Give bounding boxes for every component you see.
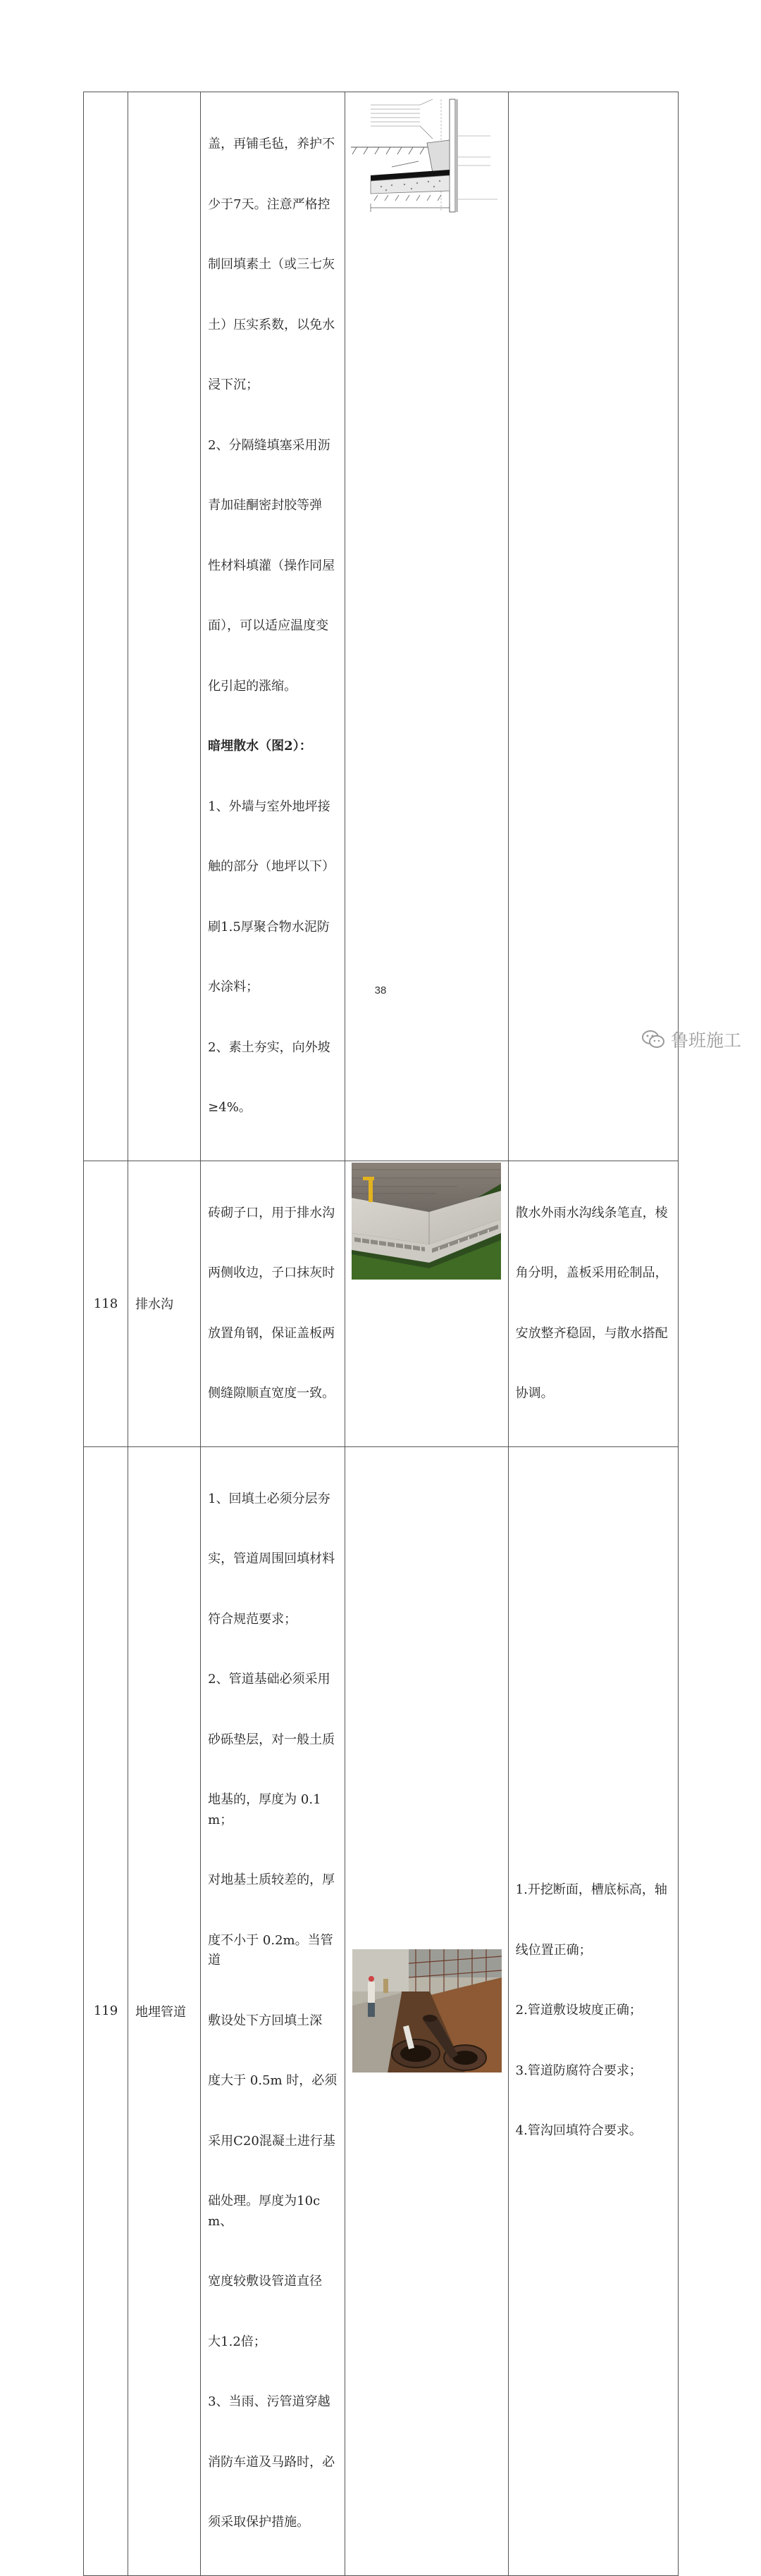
desc-line: ≥4%。 [208,1100,252,1115]
desc-line: 砂砾垫层，对一般土质 [208,1732,335,1747]
requirement-line: 协调。 [515,1386,554,1401]
requirement-cell [508,1446,678,2575]
desc-line: 2、素土夯实，向外坡 [208,1039,330,1055]
desc-line: 侧缝隙顺直宽度一致。 [208,1386,335,1401]
drainage-ditch-photo [352,1163,501,1280]
desc-line: 1、回填土必须分层夯 [208,1491,330,1506]
requirement-line: 安放整齐稳固，与散水搭配 [515,1325,668,1341]
desc-line: 放置角钢，保证盖板两 [208,1325,335,1341]
desc-line: 1、外墙与室外地坪接 [208,799,330,814]
construction-spec-table [83,92,679,2576]
requirement-line: 散水外雨水沟线条笔直，棱 [515,1205,668,1220]
desc-line: 采用C20混凝土进行基 [208,2133,335,2149]
item-name-cell: 地埋管道 [128,1446,201,2575]
watermark-text: 鲁班施工 [670,1030,741,1051]
row-number-cell: 119 [84,1446,128,2575]
requirement-line: 3.管道防腐符合要求； [515,2063,642,2078]
desc-line: 地基的，厚度为 0.1m； [208,1792,321,1827]
desc-line: 消防车道及马路时，必 [208,2454,335,2470]
desc-line: 盖，再铺毛毡，养护不 [208,137,335,151]
row-number-cell: 118 [84,1161,128,1446]
item-name-cell: 排水沟 [128,1161,201,1446]
table-row [84,1446,679,2575]
requirement-line: 2.管道敷设坡度正确； [515,2003,642,2018]
image-cell [345,92,508,1161]
desc-line: 对地基土质较差的，厚 [208,1872,335,1887]
row-number-cell [84,92,128,1161]
desc-line: 制回填素土（或三七灰 [208,257,335,272]
desc-line: 砖砌子口，用于排水沟 [208,1205,335,1220]
desc-line: 度不小于 0.2m。当管道 [208,1932,333,1968]
desc-line: 2、分隔缝填塞采用沥 [208,437,330,453]
desc-line: 青加硅酮密封胶等弹 [208,498,323,513]
buried-pipeline-trench-photo [352,1949,502,2072]
requirement-line: 角分明，盖板采用砼制品， [515,1265,668,1280]
desc-line: 符合规范要求； [208,1611,297,1627]
watermark [641,1027,741,1052]
desc-line: 3、当雨、污管道穿越 [208,2394,330,2409]
desc-line: 大1.2倍； [208,2334,266,2349]
table-row [84,1161,679,1446]
desc-line: 度大于 0.5m 时，必须 [208,2073,338,2088]
desc-line: 刷1.5厚聚合物水泥防 [208,919,330,934]
image-cell [345,1446,508,2575]
desc-line: 两侧收边，子口抹灰时 [208,1265,335,1280]
desc-line: 触的部分（地坪以下） [208,859,335,874]
desc-line: 化引起的涨缩。 [208,678,297,694]
page-number: 38 [374,984,387,996]
requirement-line: 线位置正确； [515,1942,592,1958]
buried-apron-section-drawing [349,96,503,215]
desc-line: 实，管道周围回填材料 [208,1551,335,1566]
desc-line: 土）压实系数，以免水 [208,317,335,332]
item-name-cell [128,92,201,1161]
desc-line: 性材料填灌（操作同屋 [208,558,335,573]
desc-line: 浸下沉； [208,377,259,392]
description-cell [201,92,345,1161]
desc-line: 须采取保护措施。 [208,2515,310,2530]
desc-line: 2、管道基础必须采用 [208,1672,330,1687]
desc-line: 敷设处下方回填土深 [208,2013,323,2028]
description-cell [201,1446,345,2575]
desc-line: 少于7天。注意严格控 [208,196,330,212]
desc-line: 宽度较敷设管道直径 [208,2274,323,2289]
requirement-cell [508,1161,678,1446]
desc-line: 水涂料； [208,980,259,994]
requirement-cell [508,92,678,1161]
desc-heading: 暗埋散水（图2）： [208,739,312,754]
desc-line: 础处理。厚度为10cm、 [208,2194,321,2229]
image-cell [345,1161,508,1446]
wechat-logo-icon [641,1029,665,1050]
requirement-line: 4.管沟回填符合要求。 [515,2123,642,2139]
desc-line: 面），可以适应温度变 [208,618,329,633]
requirement-line: 1.开挖断面，槽底标高，轴 [515,1882,667,1898]
description-cell [201,1161,345,1446]
table-row [84,92,679,1161]
